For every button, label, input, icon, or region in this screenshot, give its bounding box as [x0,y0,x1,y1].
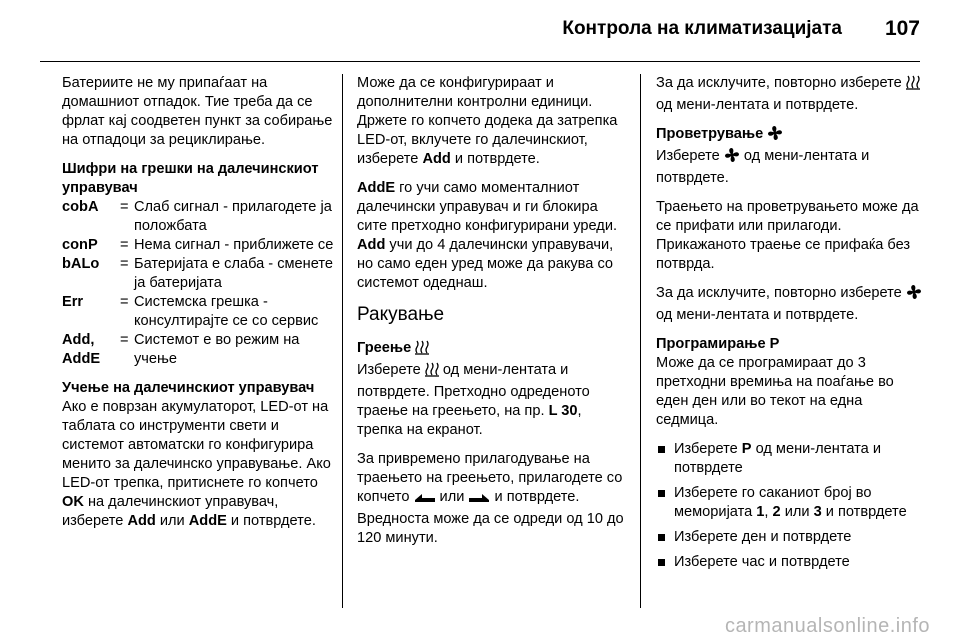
learning-text: Ако е поврзан акумулаторот, LED-от на таблата со инструменти свети и системот автоматски го конфигурира менито за далечинско управување. Ако LED-от трепка, притиснете го копчето OK на далечинскиот управувач, изберете Add или AddE и потврдете. [62,399,331,529]
list-item: Изберете P од мени-лентата и потврдете [656,440,928,478]
column-divider [640,74,641,608]
arrow-left-icon [414,491,436,510]
adde-key: AddE [188,513,227,529]
ventilation-heading: Проветрување [656,125,928,147]
error-description: Батеријата е слаба - сменете ја батеријата [134,256,333,291]
ventilation-duration-text: Траењето на проветрувањето може да се прифати или прилагоди. Прикажаното траење се прифаќа без потврда. [656,199,919,272]
heating-icon [906,74,920,96]
heating-heading: Греење [357,339,629,361]
bullet-icon [658,559,665,566]
error-description: Слаб сигнал - прилагодете ја положбата [134,199,332,234]
error-description: Системска грешка - консултирајте се со сервис [134,294,319,329]
equals-sign: = [120,199,129,215]
list-item: Изберете го саканиот број во меморијата 1, 2 или 3 и потврдете [656,484,928,522]
error-codes-heading: Шифри на грешки на далечинскиот управувач [62,161,319,196]
duration-value: L 30 [548,403,578,419]
temporary-adjust-text: За привремено прилагодување на траењето на греењето, прилагодете со копчето или и потврдете. Вредноста може да се одреди од 10 до 120 минути. [357,451,624,546]
error-code-row [62,236,334,255]
adde-text: AddE го учи само моменталниот далечински управувач и ги блокира сите претходно конфигурирани уреди. Add учи до 4 далечински управувачи, но само еден уред може да ракува со системот одеднаш. [357,180,618,291]
programming-heading: Програмирање P [656,336,780,352]
error-code: bALo [62,256,100,272]
heating-text: Изберете од мени-лентата и потврдете. Претходно одреденото траење на греењето, на пр. L 30, трепка на екранот. [357,362,590,438]
add-key: Add [357,237,386,253]
operation-section-title: Ракување [357,304,445,325]
list-item: Изберете час и потврдете [656,553,928,572]
error-code: Err [62,294,84,310]
bullet-icon [658,490,665,497]
learning-heading: Учење на далечинскиот управувач [62,380,315,396]
page-number: 107 [884,17,920,40]
error-code: conP [62,237,98,253]
error-code: cobA [62,199,99,215]
error-code-row [62,293,334,331]
ventilation-text: Изберете од мени-лентата и потврдете. [656,148,870,186]
error-code: Add, AddE [62,332,101,367]
heating-icon [415,339,429,361]
programming-text: Може да се програмираат до 3 претходни времиња на поаѓање во еден ден или во текот на една седмица. [656,355,894,428]
fan-icon [906,284,922,306]
column-3 [656,74,928,578]
heating-icon [425,361,439,383]
equals-sign: = [120,256,129,272]
ok-key: OK [62,494,84,510]
error-codes-list [62,198,334,369]
fan-icon [767,125,783,147]
header-rule [40,61,920,62]
page-header [0,0,960,62]
equals-sign: = [120,294,129,310]
battery-disposal-text: Батериите не му припаѓаат на домашниот отпадок. Тие треба да се фрлат кај соодветен пункт за собирање на отпадоци за рециклирање. [62,75,333,148]
add-key: Add [422,151,451,167]
error-code-row [62,255,334,293]
config-text: Може да се конфигурираат и дополнителни контролни единици. Држете го копчето додека да затрепка LED-от, вклучете го далечинскиот, изберете Add и потврдете. [357,75,618,167]
arrow-right-icon [468,491,490,510]
ventilation-off-text: За да исклучите, повторно изберете од мени-лентата и потврдете. [656,284,928,325]
column-divider [342,74,343,608]
error-code-row [62,331,334,369]
page-title: Контрола на климатизацијата [562,18,842,39]
fan-icon [724,147,740,169]
equals-sign: = [120,332,129,348]
column-2 [357,74,629,558]
error-description: Нема сигнал - приближете се [134,237,334,253]
adde-key: AddE [357,180,396,196]
bullet-icon [658,534,665,541]
bullet-icon [658,446,665,453]
programming-steps [656,440,928,572]
column-1 [62,74,334,541]
heating-off-text: За да исклучите, повторно изберете од мени-лентата и потврдете. [656,74,928,115]
equals-sign: = [120,237,129,253]
watermark: carmanualsonline.info [724,615,930,637]
add-key: Add [127,513,156,529]
error-description: Системот е во режим на учење [134,332,300,367]
error-code-row [62,198,334,236]
list-item: Изберете ден и потврдете [656,528,928,547]
